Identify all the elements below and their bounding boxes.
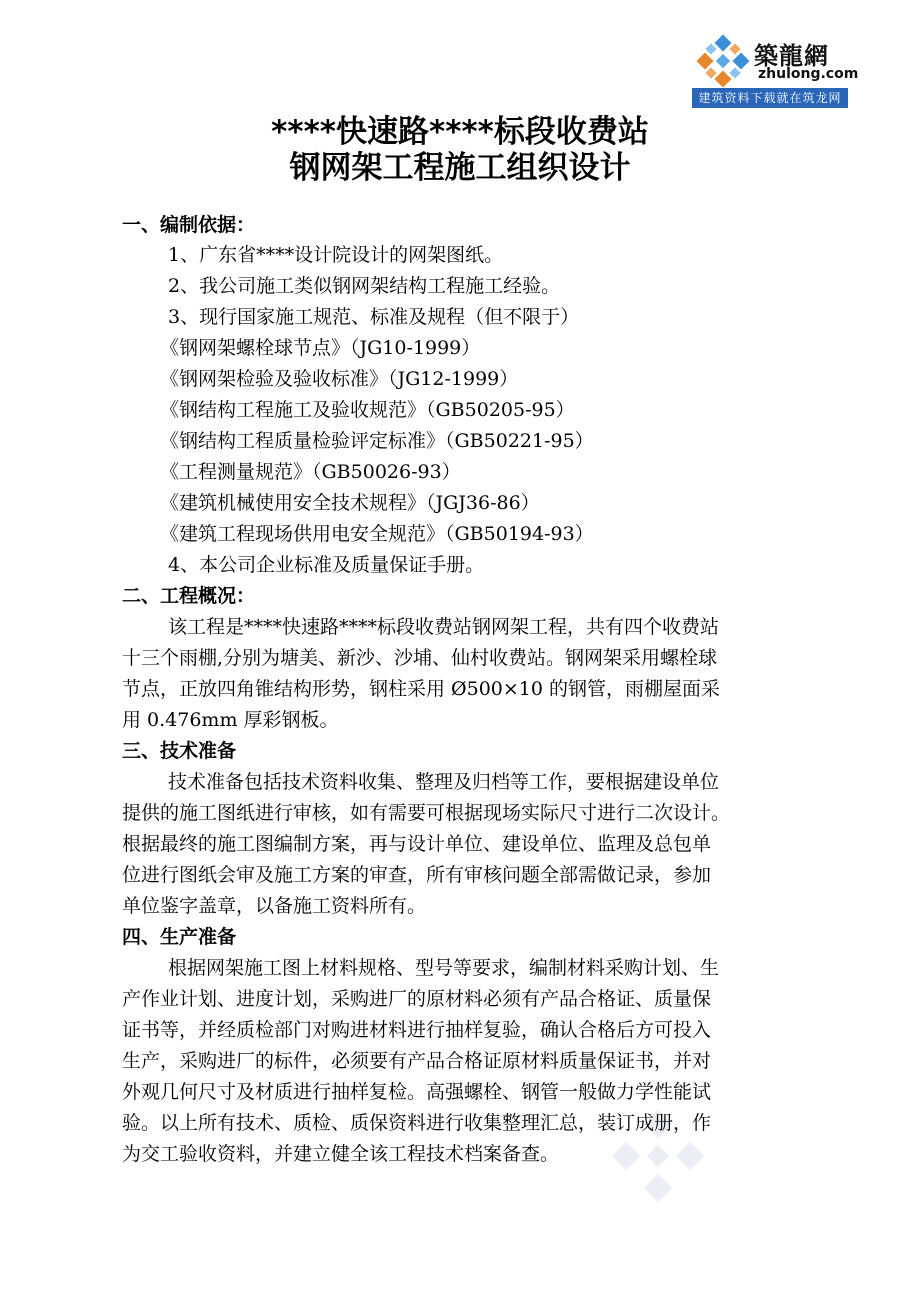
section-heading-basis: 一、编制依据： — [122, 214, 256, 236]
document-title-line2: 钢网架工程施工组织设计 — [289, 150, 631, 186]
logo-name-cn: 築龍網 — [754, 41, 829, 70]
overview-line: 十三个雨棚,分别为塘美、新沙、沙埔、仙村收费站。钢网架采用螺栓球 — [122, 647, 718, 669]
production-prep-line: 外观几何尺寸及材质进行抽样复检。高强螺栓、钢管一般做力学性能试 — [122, 1081, 712, 1103]
logo-slogan: 建筑资料下载就在筑龙网 — [692, 88, 848, 108]
standard-item: 《建筑机械使用安全技术规程》（JGJ36-86） — [160, 492, 540, 514]
basis-item-4: 4、本公司企业标准及质量保证手册。 — [168, 554, 485, 576]
overview-line: 用 0.476mm 厚彩钢板。 — [122, 709, 339, 731]
tech-prep-line: 提供的施工图纸进行审核，如有需要可根据现场实际尺寸进行二次设计。 — [122, 802, 731, 824]
section-heading-production-prep: 四、生产准备 — [122, 926, 237, 948]
section-heading-tech-prep: 三、技术准备 — [122, 740, 237, 762]
standard-item: 《工程测量规范》（GB50026-93） — [160, 461, 461, 483]
standard-item: 《钢网架螺栓球节点》（JG10-1999） — [160, 337, 481, 359]
section-heading-overview: 二、工程概况： — [122, 585, 256, 607]
tech-prep-line: 根据最终的施工图编制方案，再与设计单位、建设单位、监理及总包单 — [122, 833, 712, 855]
basis-item-3: 3、现行国家施工规范、标准及规程（但不限于） — [168, 306, 580, 328]
standard-item: 《钢网架检验及验收标准》（JG12-1999） — [160, 368, 519, 390]
production-prep-line: 产作业计划、进度计划，采购进厂的原材料必须有产品合格证、质量保 — [122, 988, 712, 1010]
overview-line: 节点，正放四角锥结构形势，钢柱采用 Ø500×10 的钢管，雨棚屋面采 — [122, 678, 721, 700]
standard-item: 《建筑工程现场供用电安全规范》（GB50194-93） — [160, 523, 594, 545]
basis-item-2: 2、我公司施工类似钢网架结构工程施工经验。 — [168, 275, 561, 297]
standard-item: 《钢结构工程施工及验收规范》（GB50205-95） — [160, 399, 575, 421]
snowflake-logo-icon — [696, 34, 750, 88]
tech-prep-line: 单位鉴字盖章，以备施工资料所有。 — [122, 895, 427, 917]
overview-line: 该工程是****快速路****标段收费站钢网架工程，共有四个收费站 — [168, 616, 720, 638]
standard-item: 《钢结构工程质量检验评定标准》（GB50221-95） — [160, 430, 594, 452]
production-prep-line: 证书等，并经质检部门对购进材料进行抽样复验，确认合格后方可投入 — [122, 1019, 712, 1041]
production-prep-line: 生产，采购进厂的标件，必须要有产品合格证原材料质量保证书，并对 — [122, 1050, 712, 1072]
tech-prep-line: 位进行图纸会审及施工方案的审查，所有审核问题全部需做记录，参加 — [122, 864, 712, 886]
logo-domain: zhulong.com — [758, 66, 859, 82]
production-prep-line: 根据网架施工图上材料规格、型号等要求，编制材料采购计划、生 — [168, 957, 720, 979]
zhulong-logo — [692, 32, 859, 108]
document-title-line1: ****快速路****标段收费站 — [271, 114, 649, 150]
basis-item-1: 1、广东省****设计院设计的网架图纸。 — [168, 244, 504, 266]
production-prep-line: 为交工验收资料，并建立健全该工程技术档案备查。 — [122, 1143, 560, 1165]
tech-prep-line: 技术准备包括技术资料收集、整理及归档等工作，要根据建设单位 — [168, 771, 720, 793]
logo-top — [692, 32, 859, 88]
production-prep-line: 验。以上所有技术、质检、质保资料进行收集整理汇总，装订成册，作 — [122, 1112, 712, 1134]
